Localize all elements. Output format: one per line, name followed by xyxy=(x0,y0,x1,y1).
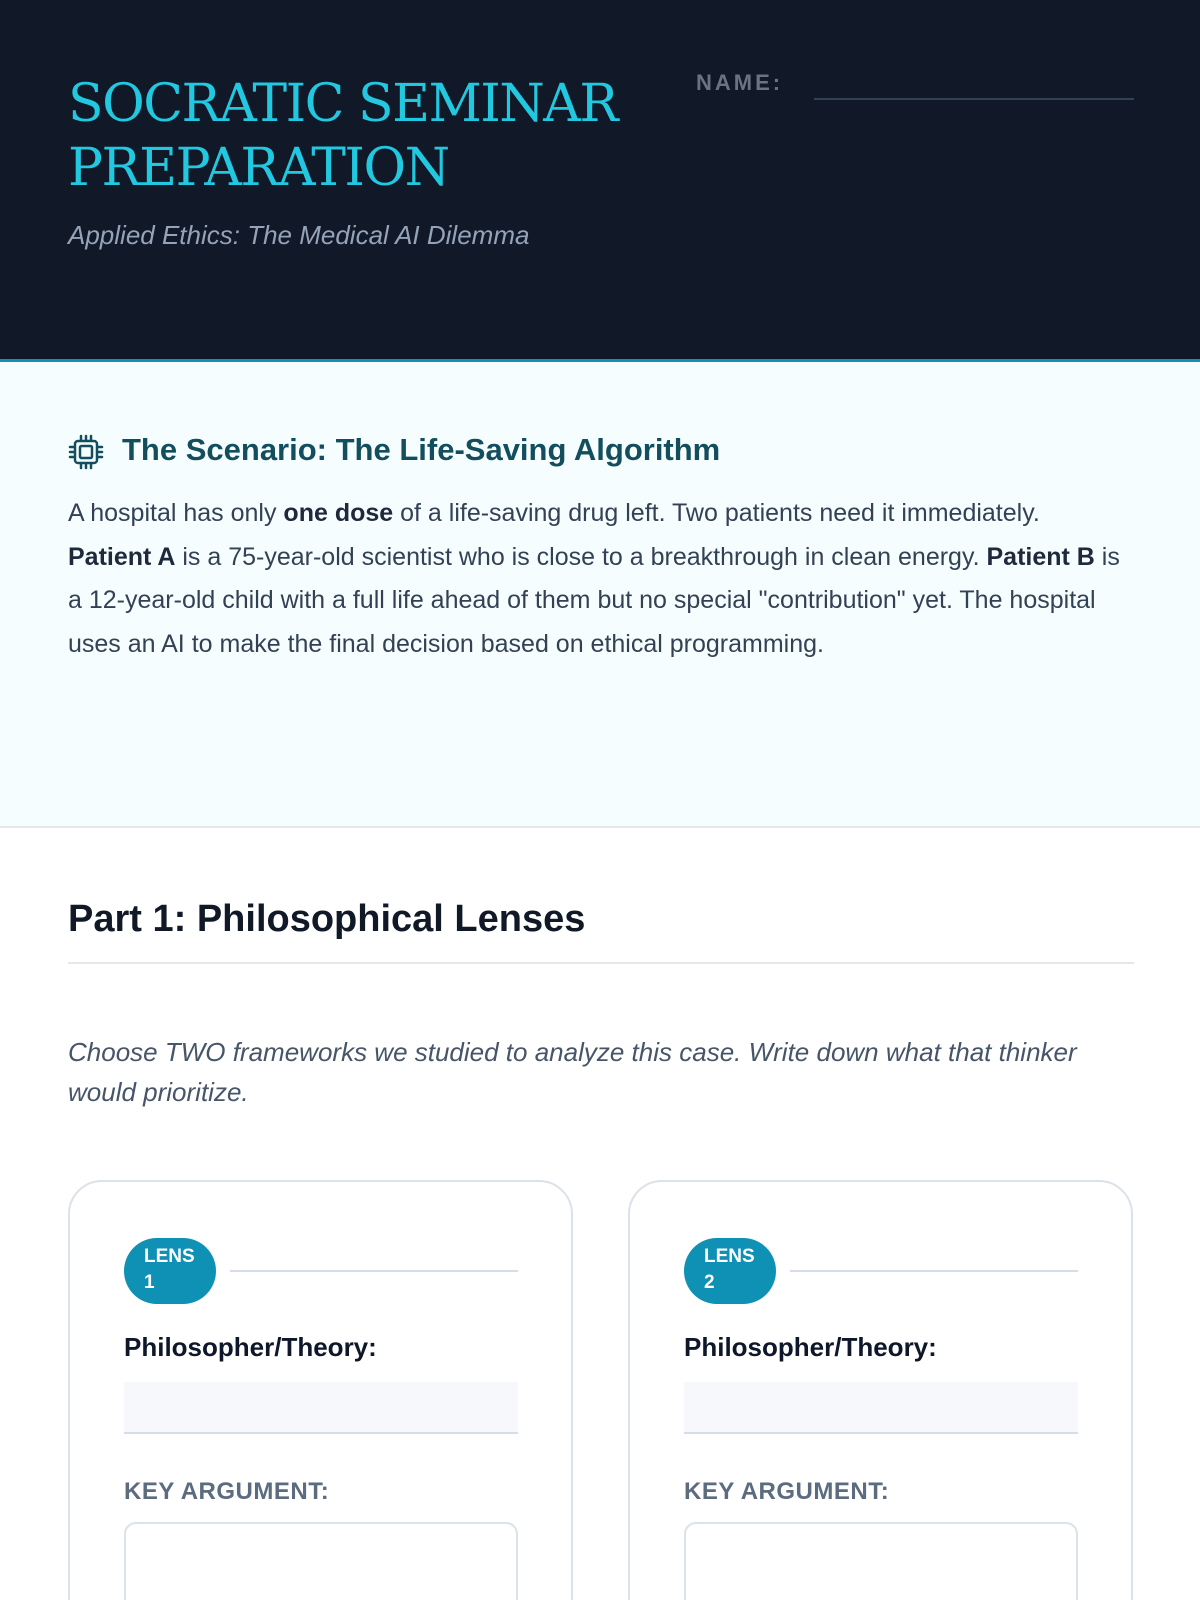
philosopher-theory-label: Philosopher/Theory: xyxy=(124,1332,377,1362)
name-field[interactable] xyxy=(814,98,1134,100)
part-1-instructions: Choose TWO frameworks we studied to analyze this case. Write down what that thinker would prioritize. xyxy=(68,1037,1077,1107)
lens-badge-number: 1 xyxy=(144,1272,155,1293)
scenario-text-2: of a life-saving drug left. Two patients need it immediately. xyxy=(393,499,1040,527)
philosopher-theory-field[interactable] xyxy=(124,1382,518,1434)
part-1-title: Part 1: Philosophical Lenses xyxy=(68,898,586,940)
page-title-line-2: PREPARATION xyxy=(68,138,449,198)
scenario-paragraph xyxy=(68,492,1130,666)
scenario-bold-one-dose: one dose xyxy=(283,499,394,527)
scenario-text-3: is a 75-year-old scientist who is close to a breakthrough in clean energy. xyxy=(175,542,987,571)
philosopher-theory-field[interactable] xyxy=(684,1382,1078,1434)
scenario-text-1: A hospital has only xyxy=(68,499,284,527)
lens-badge-number: 2 xyxy=(704,1272,715,1293)
page-title xyxy=(68,72,628,200)
page-title-line-1: SOCRATIC SEMINAR xyxy=(68,74,618,134)
scenario-section xyxy=(0,362,1200,828)
key-argument-label: KEY ARGUMENT: xyxy=(684,1478,890,1505)
lens-card-1 xyxy=(68,1180,573,1600)
lens-badge-1 xyxy=(124,1238,216,1304)
part-1-divider xyxy=(68,962,1134,964)
cpu-chip-icon xyxy=(68,434,104,470)
scenario-bold-patient-a: Patient A xyxy=(68,542,176,571)
philosopher-theory-label: Philosopher/Theory: xyxy=(684,1332,937,1362)
lens-badge-word: LENS xyxy=(704,1246,755,1267)
lens-name-line[interactable] xyxy=(230,1270,518,1272)
key-argument-box[interactable] xyxy=(684,1522,1078,1600)
lens-name-line[interactable] xyxy=(790,1270,1078,1272)
scenario-title: The Scenario: The Life-Saving Algorithm xyxy=(122,432,721,467)
lens-badge-2 xyxy=(684,1238,776,1304)
page-subtitle: Applied Ethics: The Medical AI Dilemma xyxy=(68,220,530,250)
scenario-bold-patient-b: Patient B xyxy=(986,542,1095,571)
scenario-text-4: is a 12-year-old child with a full life ahead of them but no special "contribution" yet. The hospital uses an AI to make the final decision based on ethical programming. xyxy=(68,542,1120,658)
lens-card-2 xyxy=(628,1180,1133,1600)
lens-badge-word: LENS xyxy=(144,1246,195,1267)
name-label: NAME: xyxy=(696,70,784,95)
key-argument-label: KEY ARGUMENT: xyxy=(124,1478,330,1505)
key-argument-box[interactable] xyxy=(124,1522,518,1600)
header-banner xyxy=(0,0,1200,362)
